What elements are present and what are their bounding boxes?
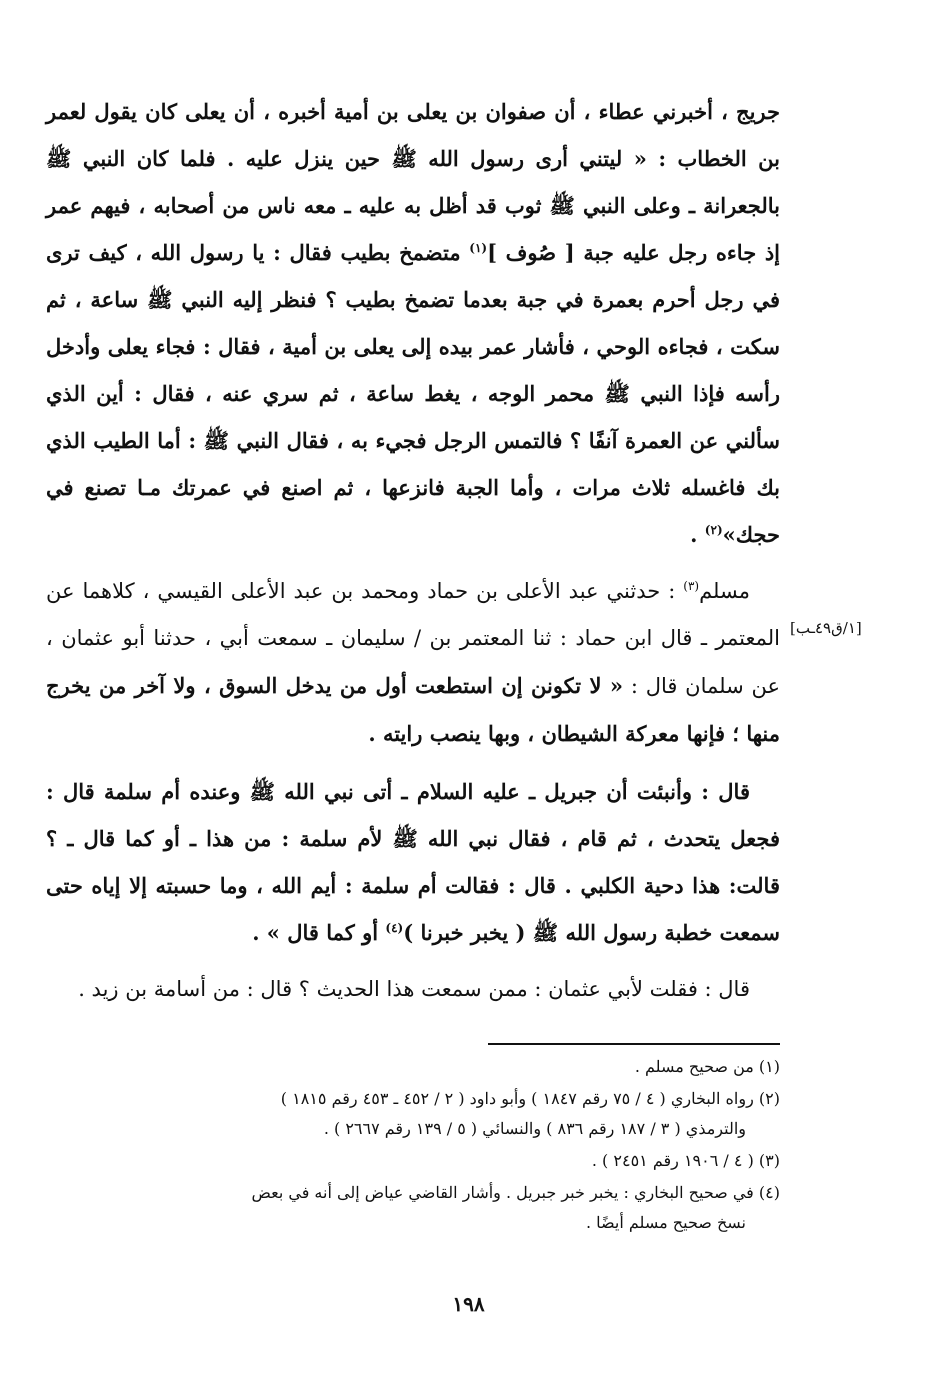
quoted-text: « لا تكونن إن استطعت أول من يدخل السوق ، ولا آخر من يخرج منها ؛ فإنها معركة الشيطان ، وبها ينصب رايته . <box>46 673 780 746</box>
footnote-ref-1[interactable]: (١) <box>469 241 488 255</box>
page-number: ١٩٨ <box>452 1292 485 1316</box>
footnote-3: (٣) ( ٤ / ١٩٠٦ رقم ٢٤٥١ ) . <box>591 1151 780 1170</box>
main-text <box>46 88 780 1023</box>
manuscript-folio-note: [١/ق٤٩ـب] <box>790 619 862 637</box>
footnote-divider <box>488 1043 780 1045</box>
hadith-paragraph-4: قال : فقلت لأبي عثمان : ممن سمعت هذا الحديث ؟ قال : من أسامة بن زيد . <box>78 977 750 1001</box>
footnotes <box>46 1052 780 1240</box>
footnote-ref-3[interactable]: (٣) <box>683 579 700 593</box>
hadith-paragraph-2: مسلم$^{(٣)}$ : حدثني عبد الأعلى بن حماد ومحمد بن عبد الأعلى القيسي ، كلاهما عن المعتمر ـ قال ابن حماد : ثنا المعتمر بن / سليمان ـ سمعت أبي ، حدثنا أبو عثمان ، عن سلمان قال : « لا تكونن إن استطعت أول من يدخل السوق ، ولا آخر من يخرج منها ؛ فإنها معركة الشيطان ، وبها ينصب رايته . <box>46 579 780 746</box>
hadith-paragraph-3: قال : وأنبئت أن جبريل ـ عليه السلام ـ أتى نبي الله ﷺ وعنده أم سلمة قال : فجعل يتحدث ، ثم قام ، فقال نبي الله ﷺ لأم سلمة : من هذا ـ أو كما قال ـ ؟ قالت: هذا دحية الكلبي . قال : فقالت أم سلمة : أيم الله ، وما حسبته إلا إياه حتى سمعت خطبة رسول الله ﷺ ( يخبر خبرنا )$^{(٤)}$ أو كما قال » . <box>46 779 780 945</box>
footnote-ref-2[interactable]: (٢) <box>704 523 723 537</box>
footnote-1: (١) من صحيح مسلم . <box>634 1057 780 1076</box>
footnote-2: (٢) رواه البخاري ( ٤ / ٧٥ رقم ١٨٤٧ ) وأبو داود ( ٢ / ٤٥٢ ـ ٤٥٣ رقم ١٨١٥ ) والترمذي ( ٣ / ١٨٧ رقم ٨٣٦ ) والنسائي ( ٥ / ١٣٩ رقم ٢٦٦٧ ) . <box>280 1089 780 1138</box>
footnote-4: (٤) في صحيح البخاري : يخبر خبر جبريل . وأشار القاضي عياض إلى أنه في بعض نسخ صحيح مسلم أيضًا . <box>251 1183 780 1232</box>
hadith-paragraph-1: جريج ، أخبرني عطاء ، أن صفوان بن يعلى بن أمية أخبره ، أن يعلى كان يقول لعمر بن الخطاب : « ليتني أرى رسول الله ﷺ حين ينزل عليه . فلما كان النبي ﷺ بالجعرانة ـ وعلى النبي ﷺ ثوب قد أظل به عليه ـ معه ناس من أصحابه ، فيهم عمر إذ جاءه رجل عليه جبة [ صُوف ]$^{(١)}$ متضمخ بطيب فقال : يا رسول الله ، كيف ترى في رجل أحرم بعمرة في جبة بعدما تضمخ بطيب ؟ فنظر إليه النبي ﷺ ساعة ، ثم سكت ، فجاءه الوحي ، فأشار عمر بيده إلى يعلى بن أمية ، فقال : فجاء يعلى وأدخل رأسه فإذا النبي ﷺ محمر الوجه ، يغط ساعة ، ثم سري عنه ، فقال : أين الذي سألني عن العمرة آنفًا ؟ فالتمس الرجل فجيء به ، فقال النبي ﷺ : أما الطيب الذي بك فاغسله ثلاث مرات ، وأما الجبة فانزعها ، ثم اصنع في عمرتك مـا تصنع في حجك»$^{(٢)}$ . <box>46 99 781 547</box>
footnote-ref-4[interactable]: (٤) <box>385 921 404 935</box>
